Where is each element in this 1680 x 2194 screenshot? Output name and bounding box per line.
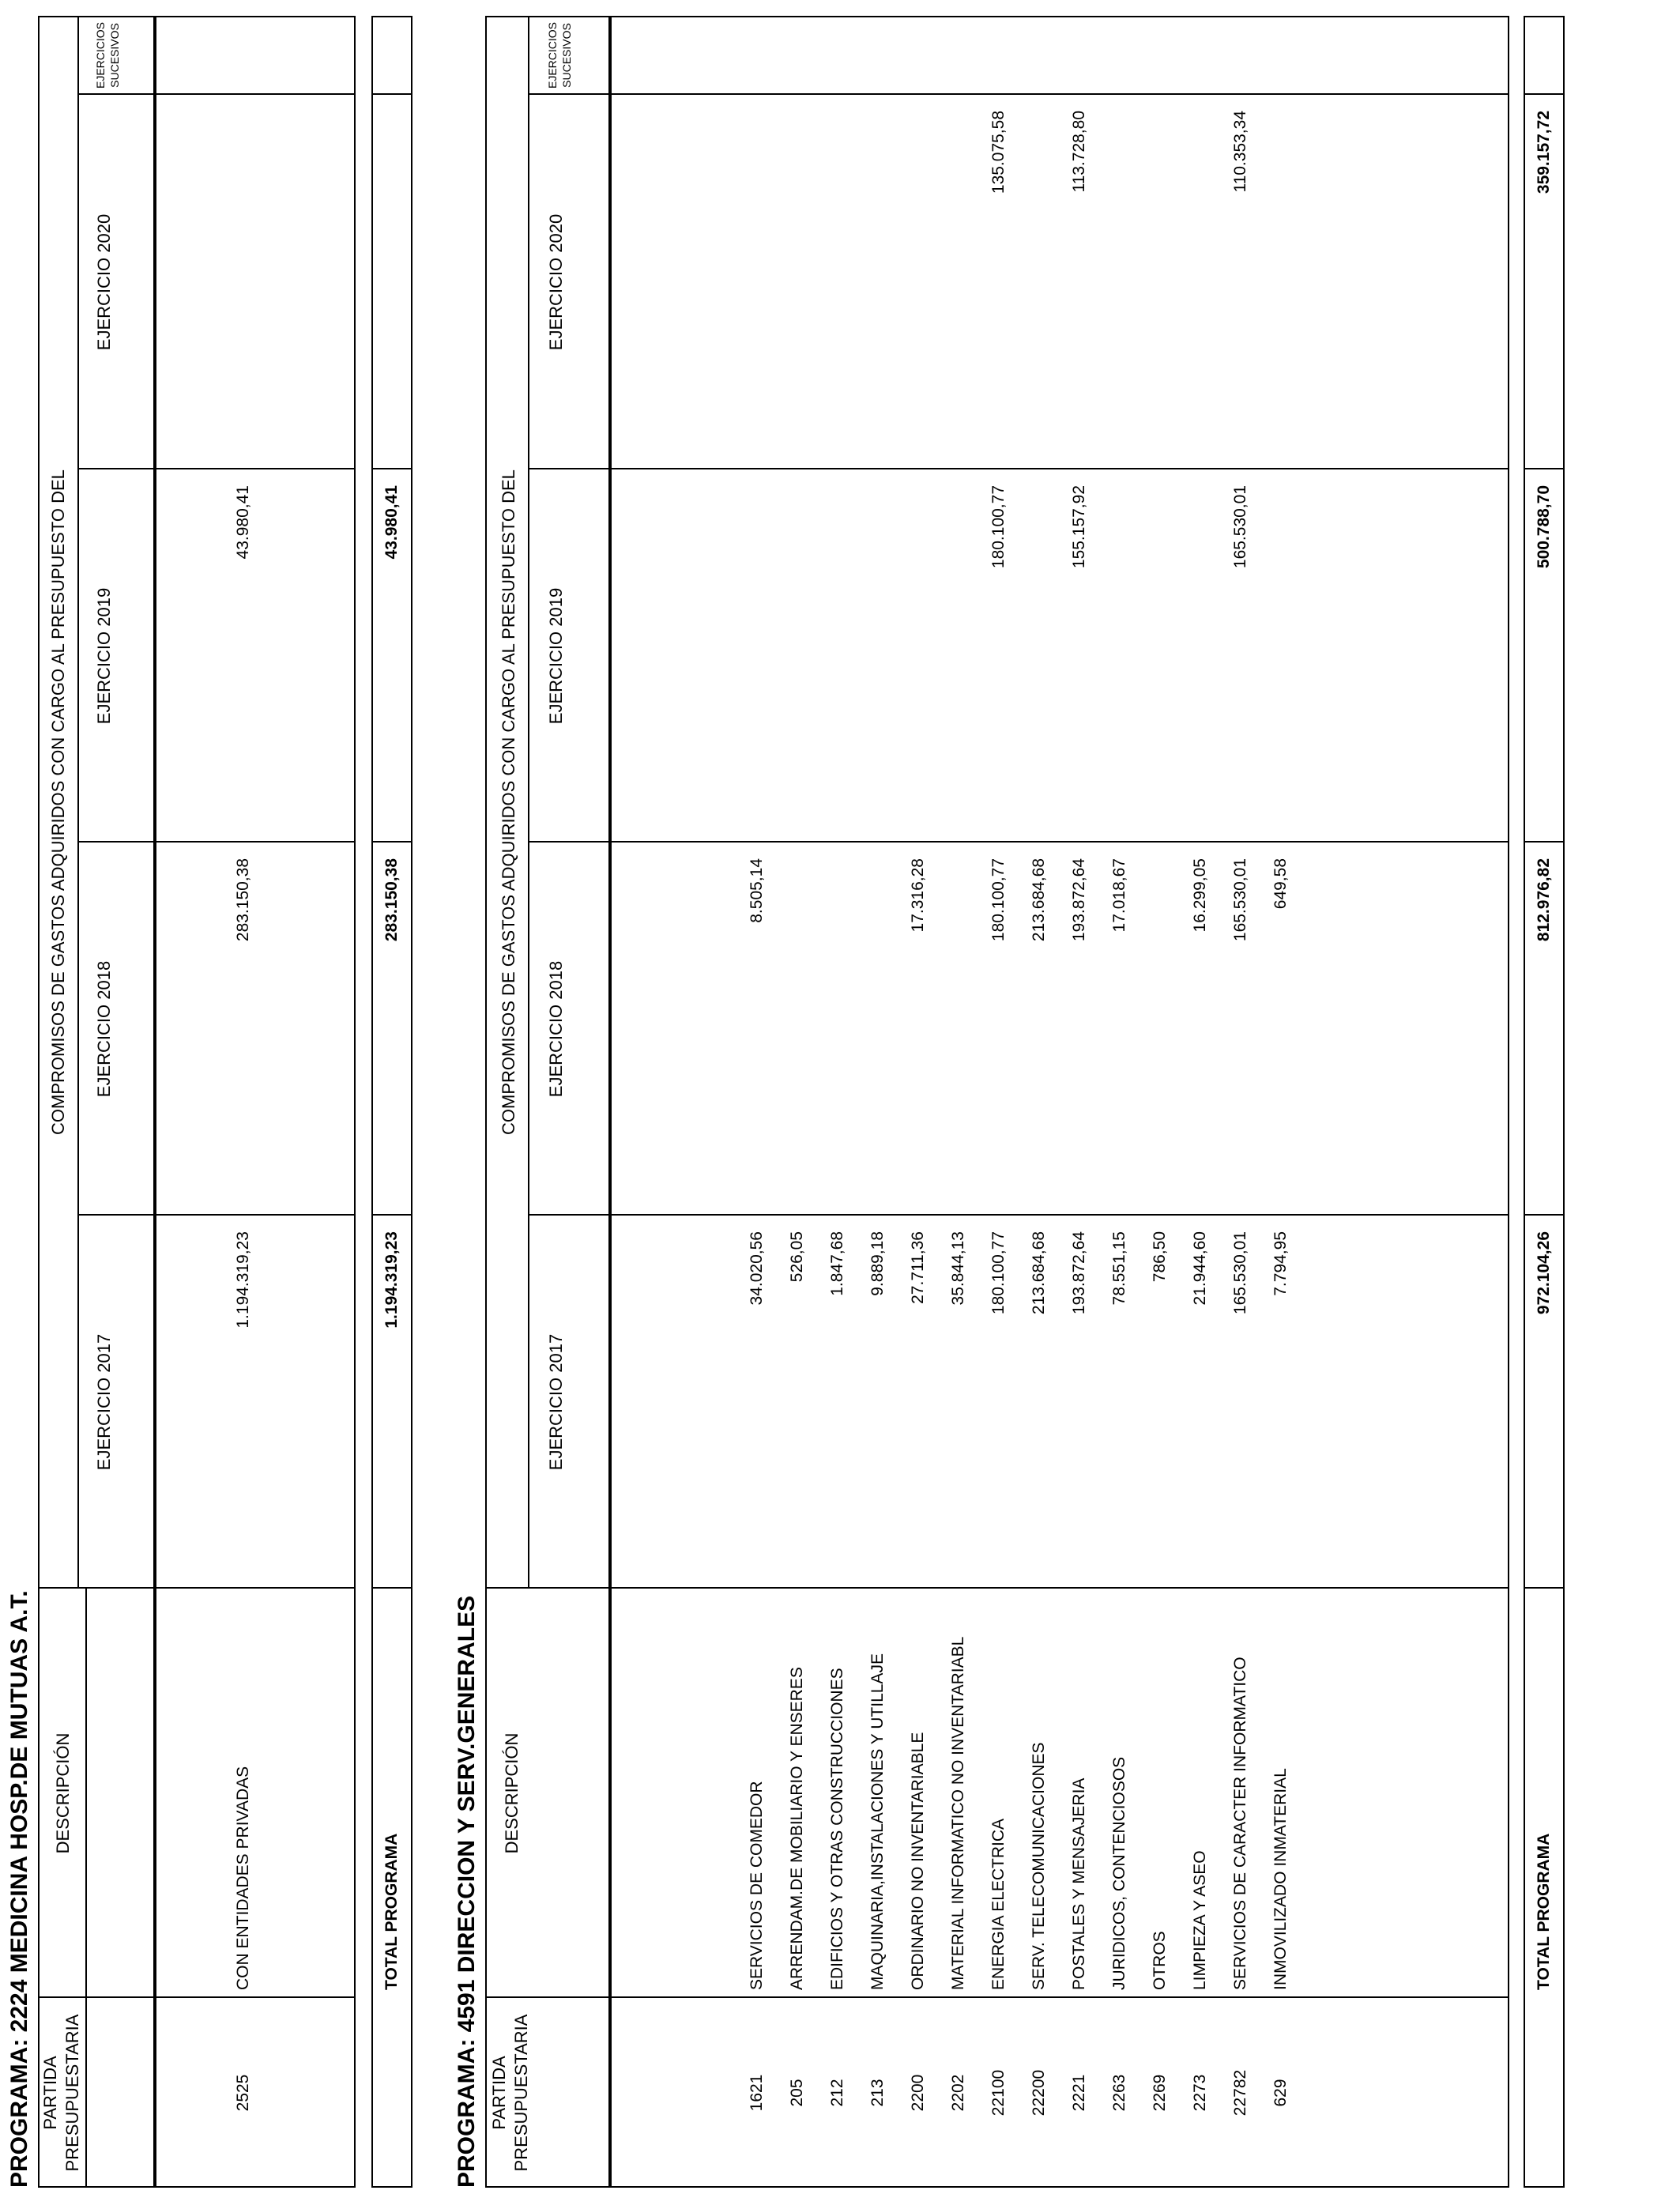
total-2019: 500.788,70 <box>1535 485 1553 569</box>
header-2020: EJERCICIO 2020 <box>94 213 114 351</box>
row-v2020: 110.353,34 <box>1231 111 1249 193</box>
header-partida: PARTIDA PRESUPUESTARIA <box>40 2014 82 2172</box>
program-title-4591: PROGRAMA: 4591 DIRECCION Y SERV.GENERALES <box>454 1595 480 2188</box>
col-divider <box>155 1587 356 1589</box>
total-2017: 1.194.319,23 <box>382 1231 401 1329</box>
row-desc: OTROS <box>1151 1931 1169 1990</box>
header-2017: EJERCICIO 2017 <box>94 1333 114 1471</box>
row-desc: LIMPIEZA Y ASEO <box>1191 1850 1209 1990</box>
header-sucesivos: EJERCICIOS SUCESIVOS <box>94 22 121 89</box>
total-2018: 812.976,82 <box>1535 858 1553 942</box>
row-divider <box>77 16 79 1589</box>
col-divider <box>155 841 356 843</box>
col-divider <box>77 468 155 469</box>
row-v2018: 180.100,77 <box>989 858 1008 942</box>
row-v2018: 16.299,05 <box>1191 858 1209 933</box>
row-desc: INMOVILIZADO INMATERIAL <box>1271 1768 1290 1990</box>
col-divider <box>155 1996 356 1998</box>
header-compromisos: COMPROMISOS DE GASTOS ADQUIRIDOS CON CARGO AL PRESUPUESTO DEL <box>499 469 518 1135</box>
row-desc: MATERIAL INFORMATICO NO INVENTARIABL <box>949 1636 967 1990</box>
row-code: 2202 <box>949 2074 967 2112</box>
total-2020: 359.157,72 <box>1535 111 1553 194</box>
row-desc: SERVICIOS DE CARACTER INFORMATICO <box>1231 1657 1249 1990</box>
row-2017: 1.194.319,23 <box>234 1231 252 1329</box>
col-divider <box>528 1214 610 1216</box>
header-2018: EJERCICIO 2018 <box>546 960 566 1098</box>
row-code: 2263 <box>1110 2074 1128 2112</box>
row-desc: POSTALES Y MENSAJERIA <box>1070 1777 1088 1990</box>
row-v2017: 34.020,56 <box>748 1231 766 1306</box>
header-2017: EJERCICIO 2017 <box>546 1333 566 1471</box>
header-descripcion: DESCRIPCIÓN <box>53 1732 73 1854</box>
row-v2017: 7.794,95 <box>1271 1231 1290 1296</box>
row-code: 2221 <box>1070 2074 1088 2112</box>
row-desc: MAQUINARIA,INSTALACIONES Y UTILLAJE <box>868 1653 887 1990</box>
row-v2017: 1.847,68 <box>828 1231 846 1296</box>
row-desc: EDIFICIOS Y OTRAS CONSTRUCCIONES <box>828 1668 846 1990</box>
header-sucesivos: EJERCICIOS SUCESIVOS <box>546 22 573 89</box>
row-v2017: 213.684,68 <box>1030 1231 1048 1315</box>
row-desc: SERVICIOS DE COMEDOR <box>748 1781 766 1990</box>
row-code: 2273 <box>1191 2074 1209 2112</box>
col-divider <box>610 841 1509 843</box>
header-2018: EJERCICIO 2018 <box>94 960 114 1098</box>
program-4591-body <box>610 16 1509 2188</box>
row-v2019: 180.100,77 <box>989 485 1008 569</box>
row-v2017: 21.944,60 <box>1191 1231 1209 1306</box>
col-divider <box>77 841 155 843</box>
row-divider <box>85 1589 87 2188</box>
row-desc: CON ENTIDADES PRIVADAS <box>234 1766 252 1990</box>
program-title-2224: PROGRAMA: 2224 MEDICINA HOSP.DE MUTUAS A.T. <box>6 1590 32 2188</box>
row-v2018: 8.505,14 <box>748 858 766 923</box>
header-partida: PARTIDA PRESUPUESTARIA <box>489 2014 531 2172</box>
total-2017: 972.104,26 <box>1535 1231 1553 1315</box>
row-divider <box>528 16 529 1589</box>
row-code: 2525 <box>234 2074 252 2112</box>
row-v2017: 78.551,15 <box>1110 1231 1128 1306</box>
row-v2020: 113.728,80 <box>1070 111 1088 193</box>
col-divider <box>610 468 1509 469</box>
col-divider <box>371 93 412 95</box>
row-2018: 283.150,38 <box>234 858 252 942</box>
total-label: TOTAL PROGRAMA <box>382 1833 401 1990</box>
header-descripcion: DESCRIPCIÓN <box>502 1732 522 1854</box>
row-code: 213 <box>868 2079 887 2107</box>
col-divider <box>1524 93 1565 95</box>
row-code: 205 <box>788 2079 806 2107</box>
row-v2017: 180.100,77 <box>989 1231 1008 1315</box>
row-v2018: 649,58 <box>1271 858 1290 910</box>
col-divider <box>610 1587 1509 1589</box>
row-v2019: 165.530,01 <box>1231 485 1249 569</box>
col-divider <box>371 468 412 469</box>
row-desc: JURIDICOS, CONTENCIOSOS <box>1110 1756 1128 1990</box>
row-v2020: 135.075,58 <box>989 111 1008 194</box>
col-divider <box>610 1214 1509 1216</box>
row-desc: ORDINARIO NO INVENTARIABLE <box>909 1732 927 1990</box>
row-v2018: 17.316,28 <box>909 858 927 933</box>
row-v2018: 165.530,01 <box>1231 858 1249 942</box>
row-v2018: 17.018,67 <box>1110 858 1128 933</box>
header-2020: EJERCICIO 2020 <box>546 213 566 351</box>
row-v2017: 9.889,18 <box>868 1231 887 1296</box>
total-2019: 43.980,41 <box>382 485 401 560</box>
col-divider <box>528 841 610 843</box>
row-code: 212 <box>828 2079 846 2107</box>
total-2018: 283.150,38 <box>382 858 401 942</box>
row-v2017: 35.844,13 <box>949 1231 967 1306</box>
row-2019: 43.980,41 <box>234 485 252 560</box>
row-desc: SERV. TELECOMUNICACIONES <box>1030 1742 1048 1990</box>
row-code: 22782 <box>1231 2069 1249 2117</box>
row-code: 22100 <box>989 2069 1008 2117</box>
header-2019: EJERCICIO 2019 <box>546 587 566 725</box>
row-desc: ENERGIA ELECTRICA <box>989 1818 1008 1990</box>
header-compromisos: COMPROMISOS DE GASTOS ADQUIRIDOS CON CARGO AL PRESUPUESTO DEL <box>48 469 68 1135</box>
col-divider <box>610 93 1509 95</box>
row-code: 2269 <box>1151 2074 1169 2112</box>
col-divider <box>155 468 356 469</box>
col-divider <box>155 1214 356 1216</box>
program-2224-body <box>155 16 356 2188</box>
row-v2017: 165.530,01 <box>1231 1231 1249 1315</box>
row-code: 629 <box>1271 2079 1290 2107</box>
row-v2017: 27.711,36 <box>909 1231 927 1304</box>
row-v2017: 786,50 <box>1151 1231 1169 1283</box>
row-code: 2200 <box>909 2074 927 2112</box>
col-divider <box>155 93 356 95</box>
col-divider <box>610 1996 1509 1998</box>
row-v2019: 155.157,92 <box>1070 485 1088 569</box>
col-divider <box>77 1214 155 1216</box>
row-code: 22200 <box>1030 2069 1048 2117</box>
row-v2017: 193.872,64 <box>1070 1231 1088 1315</box>
total-label: TOTAL PROGRAMA <box>1535 1833 1553 1990</box>
row-v2017: 526,05 <box>788 1231 806 1283</box>
row-v2018: 193.872,64 <box>1070 858 1088 942</box>
col-divider <box>528 468 610 469</box>
header-2019: EJERCICIO 2019 <box>94 587 114 725</box>
row-code: 1621 <box>748 2074 766 2112</box>
row-v2018: 213.684,68 <box>1030 858 1048 942</box>
row-desc: ARRENDAM.DE MOBILIARIO Y ENSERES <box>788 1667 806 1990</box>
